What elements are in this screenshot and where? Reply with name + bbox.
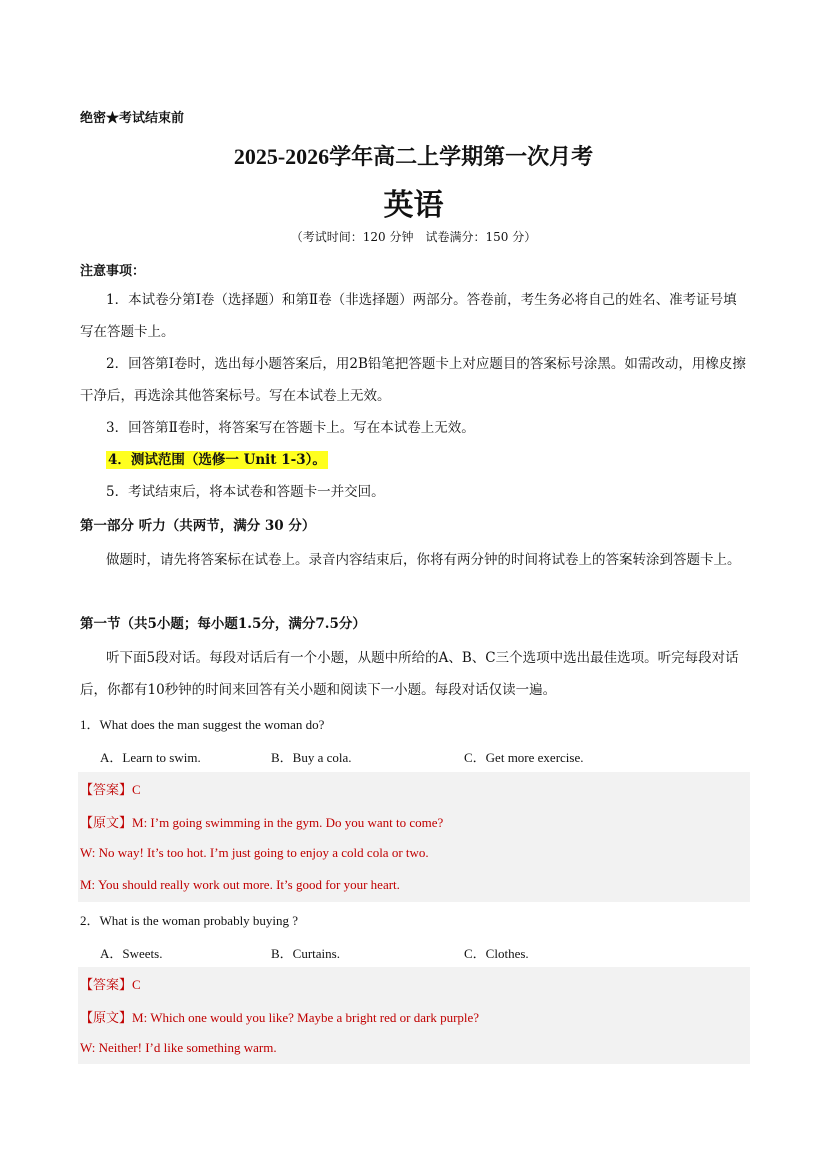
question-1-option-a: A．Learn to swim. [100, 750, 201, 765]
question-1-transcript-2: W: No way! It’s too hot. I’m just going to enjoy a cold cola or two. [80, 845, 429, 860]
exam-title: 2025-2026学年高二上学期第一次月考 [233, 144, 594, 169]
part1-title: 第一部分 听力（共两节，满分 30 分） [80, 518, 316, 534]
question-1-stem: 1．What does the man suggest the woman do? [80, 717, 325, 732]
question-1-transcript-3: M: You should really work out more. It’s good for your heart. [80, 877, 400, 892]
question-1-option-b: B．Buy a cola. [271, 750, 352, 765]
part1-instruction: 做题时，请先将答案标在试卷上。录音内容结束后，你将有两分钟的时间将试卷上的答案转涂到答题卡上。 [106, 552, 741, 568]
notice-title: 注意事项： [80, 264, 146, 279]
notice-item-4 [80, 444, 750, 476]
question-2-option-c: C．Clothes. [464, 946, 529, 961]
notice-item-1: 1．本试卷分第Ⅰ卷（选择题）和第Ⅱ卷（非选择题）两部分。答卷前，考生务必将自己的姓名、准考证号填写在答题卡上。 [80, 292, 737, 340]
secret-label: 绝密★考试结束前 [80, 111, 185, 126]
section1-instruction: 听下面5段对话。每段对话后有一个小题，从题中所给的A、B、C三个选项中选出最佳选项。听完每段对话后，你都有10秒钟的时间来回答有关小题和阅读下一小题。每段对话仅读一遍。 [80, 650, 739, 698]
question-2-transcript-2: W: Neither! I’d like something warm. [80, 1040, 277, 1055]
question-2-option-b: B．Curtains. [271, 946, 340, 961]
question-2-stem: 2．What is the woman probably buying ? [80, 913, 299, 928]
question-1-transcript-1: 【原文】M: I’m going swimming in the gym. Do you want to come? [80, 815, 444, 830]
question-2-answer: 【答案】C [80, 977, 141, 992]
question-1-answer: 【答案】C [80, 782, 141, 797]
question-2-transcript-1: 【原文】M: Which one would you like? Maybe a bright red or dark purple? [80, 1010, 480, 1025]
subject-title: 英语 [383, 188, 444, 223]
notice-item-2: 2．回答第Ⅰ卷时，选出每小题答案后，用2B铅笔把答题卡上对应题目的答案标号涂黑。如需改动，用橡皮擦干净后，再选涂其他答案标号。写在本试卷上无效。 [80, 356, 746, 404]
question-2-option-a: A．Sweets. [100, 946, 163, 961]
time-info: （考试时间：120 分钟 试卷满分：150 分） [290, 230, 537, 244]
notice-item-5: 5．考试结束后，将本试卷和答题卡一并交回。 [106, 484, 385, 500]
highlighted-scope: 4．测试范围（选修一 Unit 1-3）。 [108, 452, 326, 468]
section1-title: 第一节（共5小题；每小题1.5分，满分7.5分） [80, 616, 366, 632]
notice-item-3: 3．回答第Ⅱ卷时，将答案写在答题卡上。写在本试卷上无效。 [106, 420, 475, 436]
question-1-option-c: C．Get more exercise. [464, 750, 584, 765]
